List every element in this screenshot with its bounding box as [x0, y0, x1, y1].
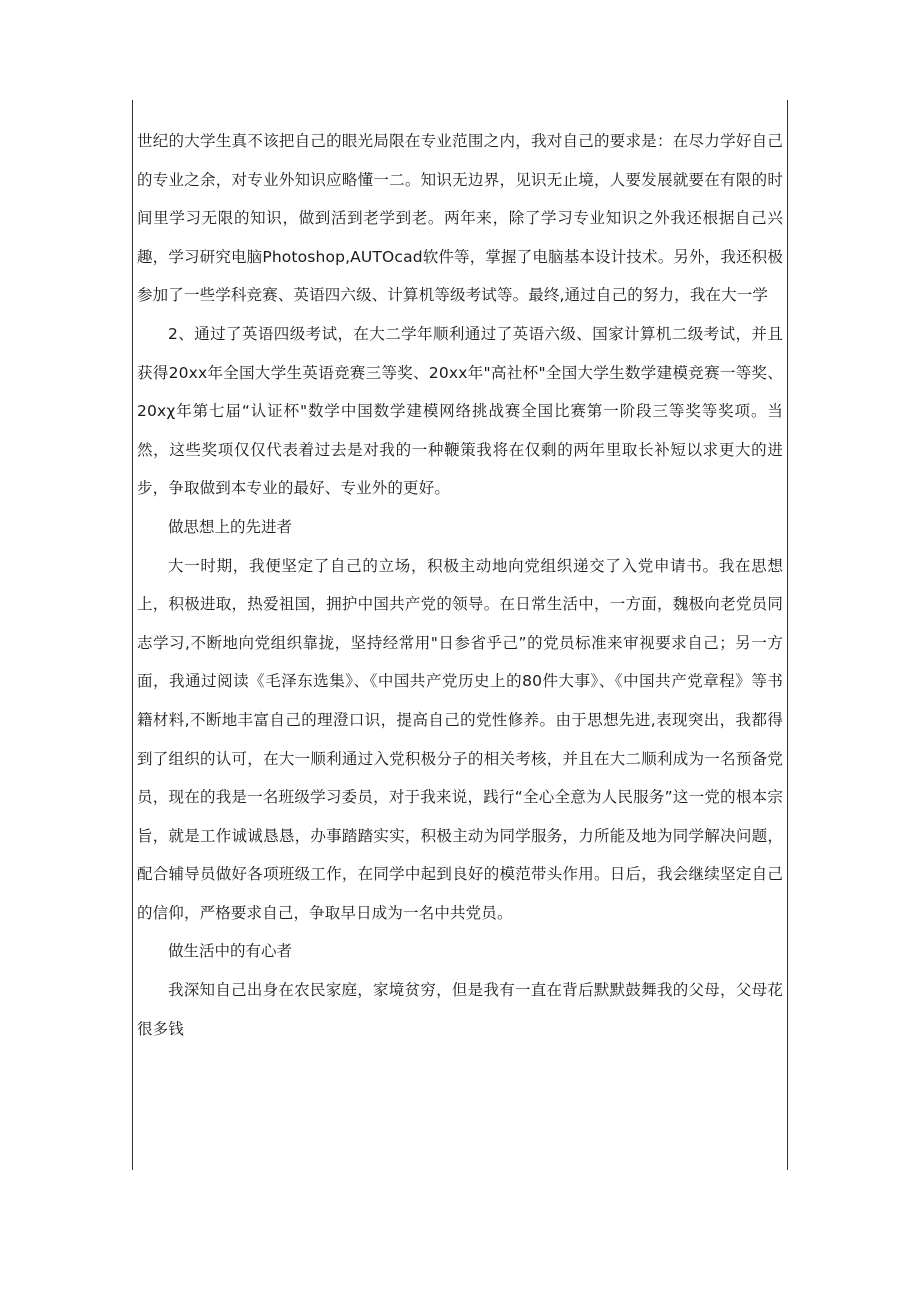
- section-heading-ideology: 做思想上的先进者: [168, 517, 293, 536]
- paragraph-life: 我深知自己出身在农民家庭，家境贫穷，但是我有一直在背后默默鼓舞我的父母，父母花很多钱: [137, 981, 783, 1038]
- right-margin-rule: [787, 100, 788, 1170]
- document-page: [132, 100, 788, 1170]
- paragraph-awards: 2、通过了英语四级考试，在大二学年顺利通过了英语六级、国家计算机二级考试，并且获得20xx年全国大学生英语竞赛三等奖、20xx年"高社杯"全国大学生数学建模竞赛一等奖、20xχ年第七届“认证杯"数学中国数学建模网络挑战赛全国比赛第一阶段三等奖等奖项。当然，这些奖项仅仅代表着过去是对我的一种鞭策我将在仅剩的两年里取长补短以求更大的进步，争取做到本专业的最好、专业外的更好。: [137, 324, 783, 498]
- paragraph-ideology: 大一时期，我便坚定了自己的立场，积极主动地向党组织递交了入党申请书。我在思想上，积极进取，热爱祖国，拥护中国共产党的领导。在日常生活中，一方面，魏极向老党员同志学习,不断地向党组织靠拢，坚持经常用"日参省乎己”的党员标准来审视要求自己；另一方面，我通过阅读《毛泽东选集》、《中国共产党历史上的80件大事》、《中国共产党章程》等书籍材料,不断地丰富自己的理澄口识，提高自己的党性修养。由于思想先进,表现突出，我都得到了组织的认可，在大一顺利通过入党积极分子的相关考核，并且在大二顺利成为一名预备党员，现在的我是一名班级学习委员，对于我来说，践行“全心全意为人民服务”这一党的根本宗旨，就是工作诚诚恳恳，办事踏踏实实，积极主动为同学服务，力所能及地为同学解决问题，配合辅导员做好各项班级工作，在同学中起到良好的模范带头作用。日后，我会继续坚定自己的信仰，严格要求自己，争取早日成为一名中共党员。: [137, 556, 783, 922]
- document-body: [137, 122, 783, 1048]
- section-heading-life: 做生活中的有心者: [168, 942, 293, 961]
- left-margin-rule: [132, 100, 133, 1170]
- paragraph-self-study: 世纪的大学生真不该把自己的眼光局限在专业范围之内，我对自己的要求是：在尽力学好自己的专业之余，对专业外知识应略懂一二。知识无边界，见识无止境，人要发展就要在有限的时间里学习无限的知识，做到活到老学到老。两年来，除了学习专业知识之外我还根据自己兴趣，学习研究电脑Photoshop,AUTOcad软件等，掌握了电脑基本设计技术。另外，我还积极参加了一些学科竞赛、英语四六级、计算机等级考试等。最终,通过自己的努力，我在大一学: [137, 132, 783, 305]
